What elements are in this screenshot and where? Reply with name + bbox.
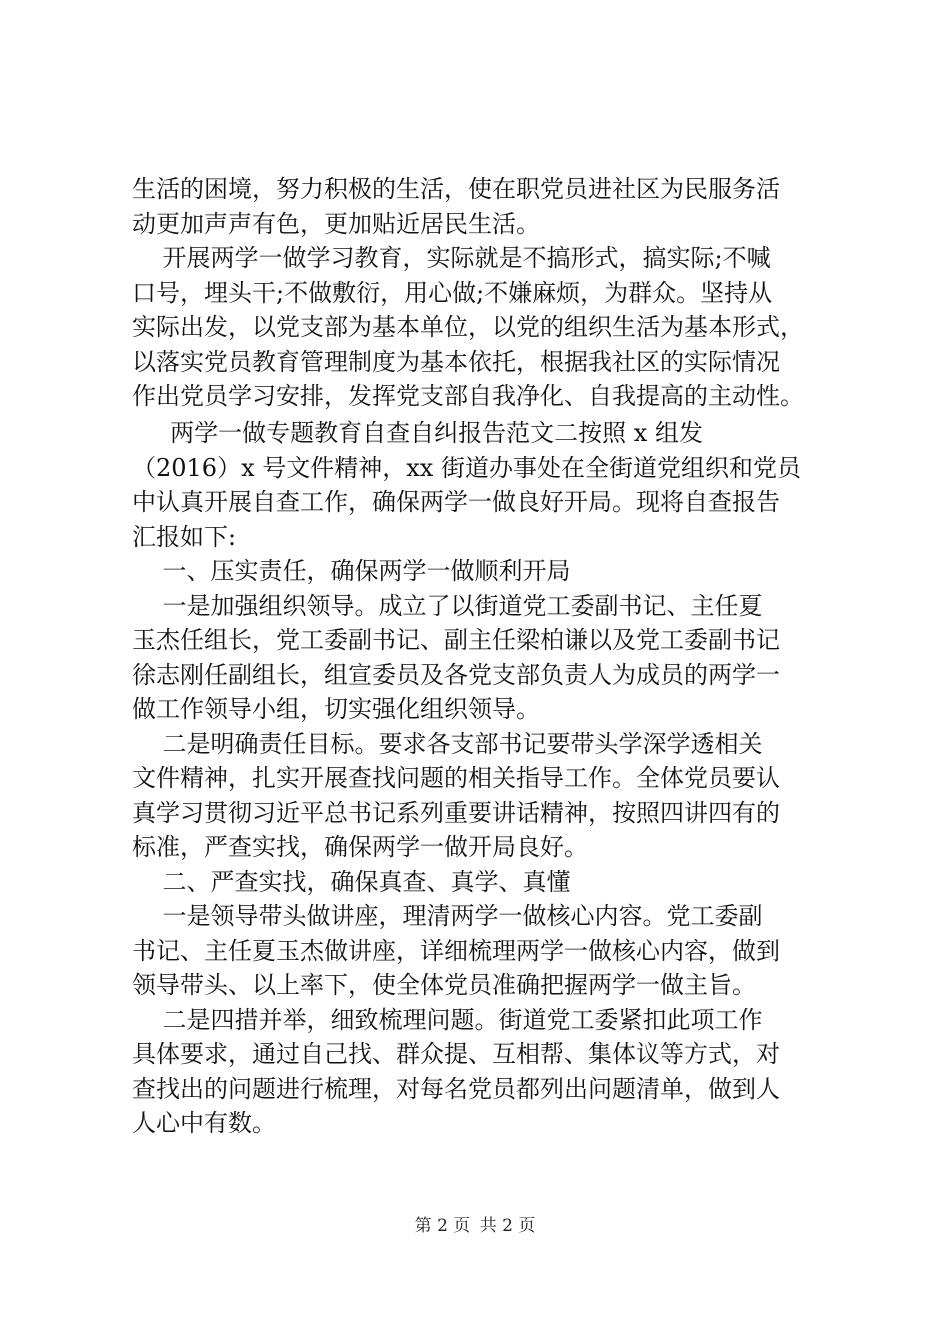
text-line: 玉杰任组长，党工委副书记、副主任梁柏谦以及党工委副书记: [132, 626, 780, 654]
text-line: （2016）x 号文件精神，xx 街道办事处在全街道党组织和党员: [132, 453, 801, 482]
text-line: 徐志刚任副组长，组宣委员及各党支部负责人为成员的两学一: [132, 660, 780, 689]
text-line: 以落实党员教育管理制度为基本依托，根据我社区的实际情况: [132, 347, 780, 376]
text-line: 标准，严查实找，确保两学一做开局良好。: [132, 833, 588, 861]
page-total: 共 2 页: [479, 1216, 536, 1236]
text-line: 一是领导带头做讲座，理清两学一做核心内容。党工委副: [132, 902, 763, 930]
text-line: 真学习贯彻习近平总书记系列重要讲话精神，按照四讲四有的: [132, 798, 780, 827]
page-number: 第 2 页: [414, 1216, 471, 1236]
text-line: 两学一做专题教育自查自纠报告范文二按照 x 组发: [132, 419, 703, 447]
text-line: 做工作领导小组，切实强化组织领导。: [132, 695, 540, 723]
text-line: 一是加强组织领导。成立了以街道党工委副书记、主任夏: [132, 591, 763, 620]
text-line: 一、压实责任，确保两学一做顺利开局: [132, 557, 571, 585]
text-line: 领导带头、以上率下，使全体党员准确把握两学一做主旨。: [132, 971, 756, 999]
text-line: 书记、主任夏玉杰做讲座，详细梳理两学一做核心内容，做到: [132, 936, 780, 965]
page-footer: [0, 1214, 950, 1238]
text-line: 二、严查实找，确保真查、真学、真懂: [132, 867, 571, 896]
text-line: 中认真开展自查工作，确保两学一做良好开局。现将自查报告: [132, 488, 780, 516]
text-line: 汇报如下:: [132, 522, 237, 551]
text-block-1: [132, 172, 832, 414]
text-line: 二是明确责任目标。要求各支部书记要带头学深学透相关: [132, 729, 763, 758]
text-line: 文件精神，扎实开展查找问题的相关指导工作。全体党员要认: [132, 764, 780, 792]
text-line: 人心中有数。: [132, 1109, 276, 1137]
text-line: 查找出的问题进行梳理，对每名党员都列出问题清单，做到人: [132, 1074, 780, 1103]
text-line: 作出党员学习安排，发挥党支部自我净化、自我提高的主动性。: [132, 382, 804, 410]
text-line: 实际出发，以党支部为基本单位，以党的组织生活为基本形式，: [132, 313, 804, 341]
text-line: 口号，埋头干;不做敷衍，用心做;不嫌麻烦，为群众。坚持从: [132, 278, 773, 307]
text-line: 二是四措并举，细致梳理问题。街道党工委紧扣此项工作: [132, 1005, 763, 1034]
text-block-2: [132, 416, 832, 1141]
text-line: 动更加声声有色，更加贴近居民生活。: [132, 209, 540, 238]
text-line: 具体要求，通过自己找、群众提、互相帮、集体议等方式，对: [132, 1040, 780, 1068]
text-line: 生活的困境，努力积极的生活，使在职党员进社区为民服务活: [132, 175, 780, 203]
text-line: 开展两学一做学习教育，实际就是不搞形式，搞实际;不喊: [132, 244, 771, 272]
